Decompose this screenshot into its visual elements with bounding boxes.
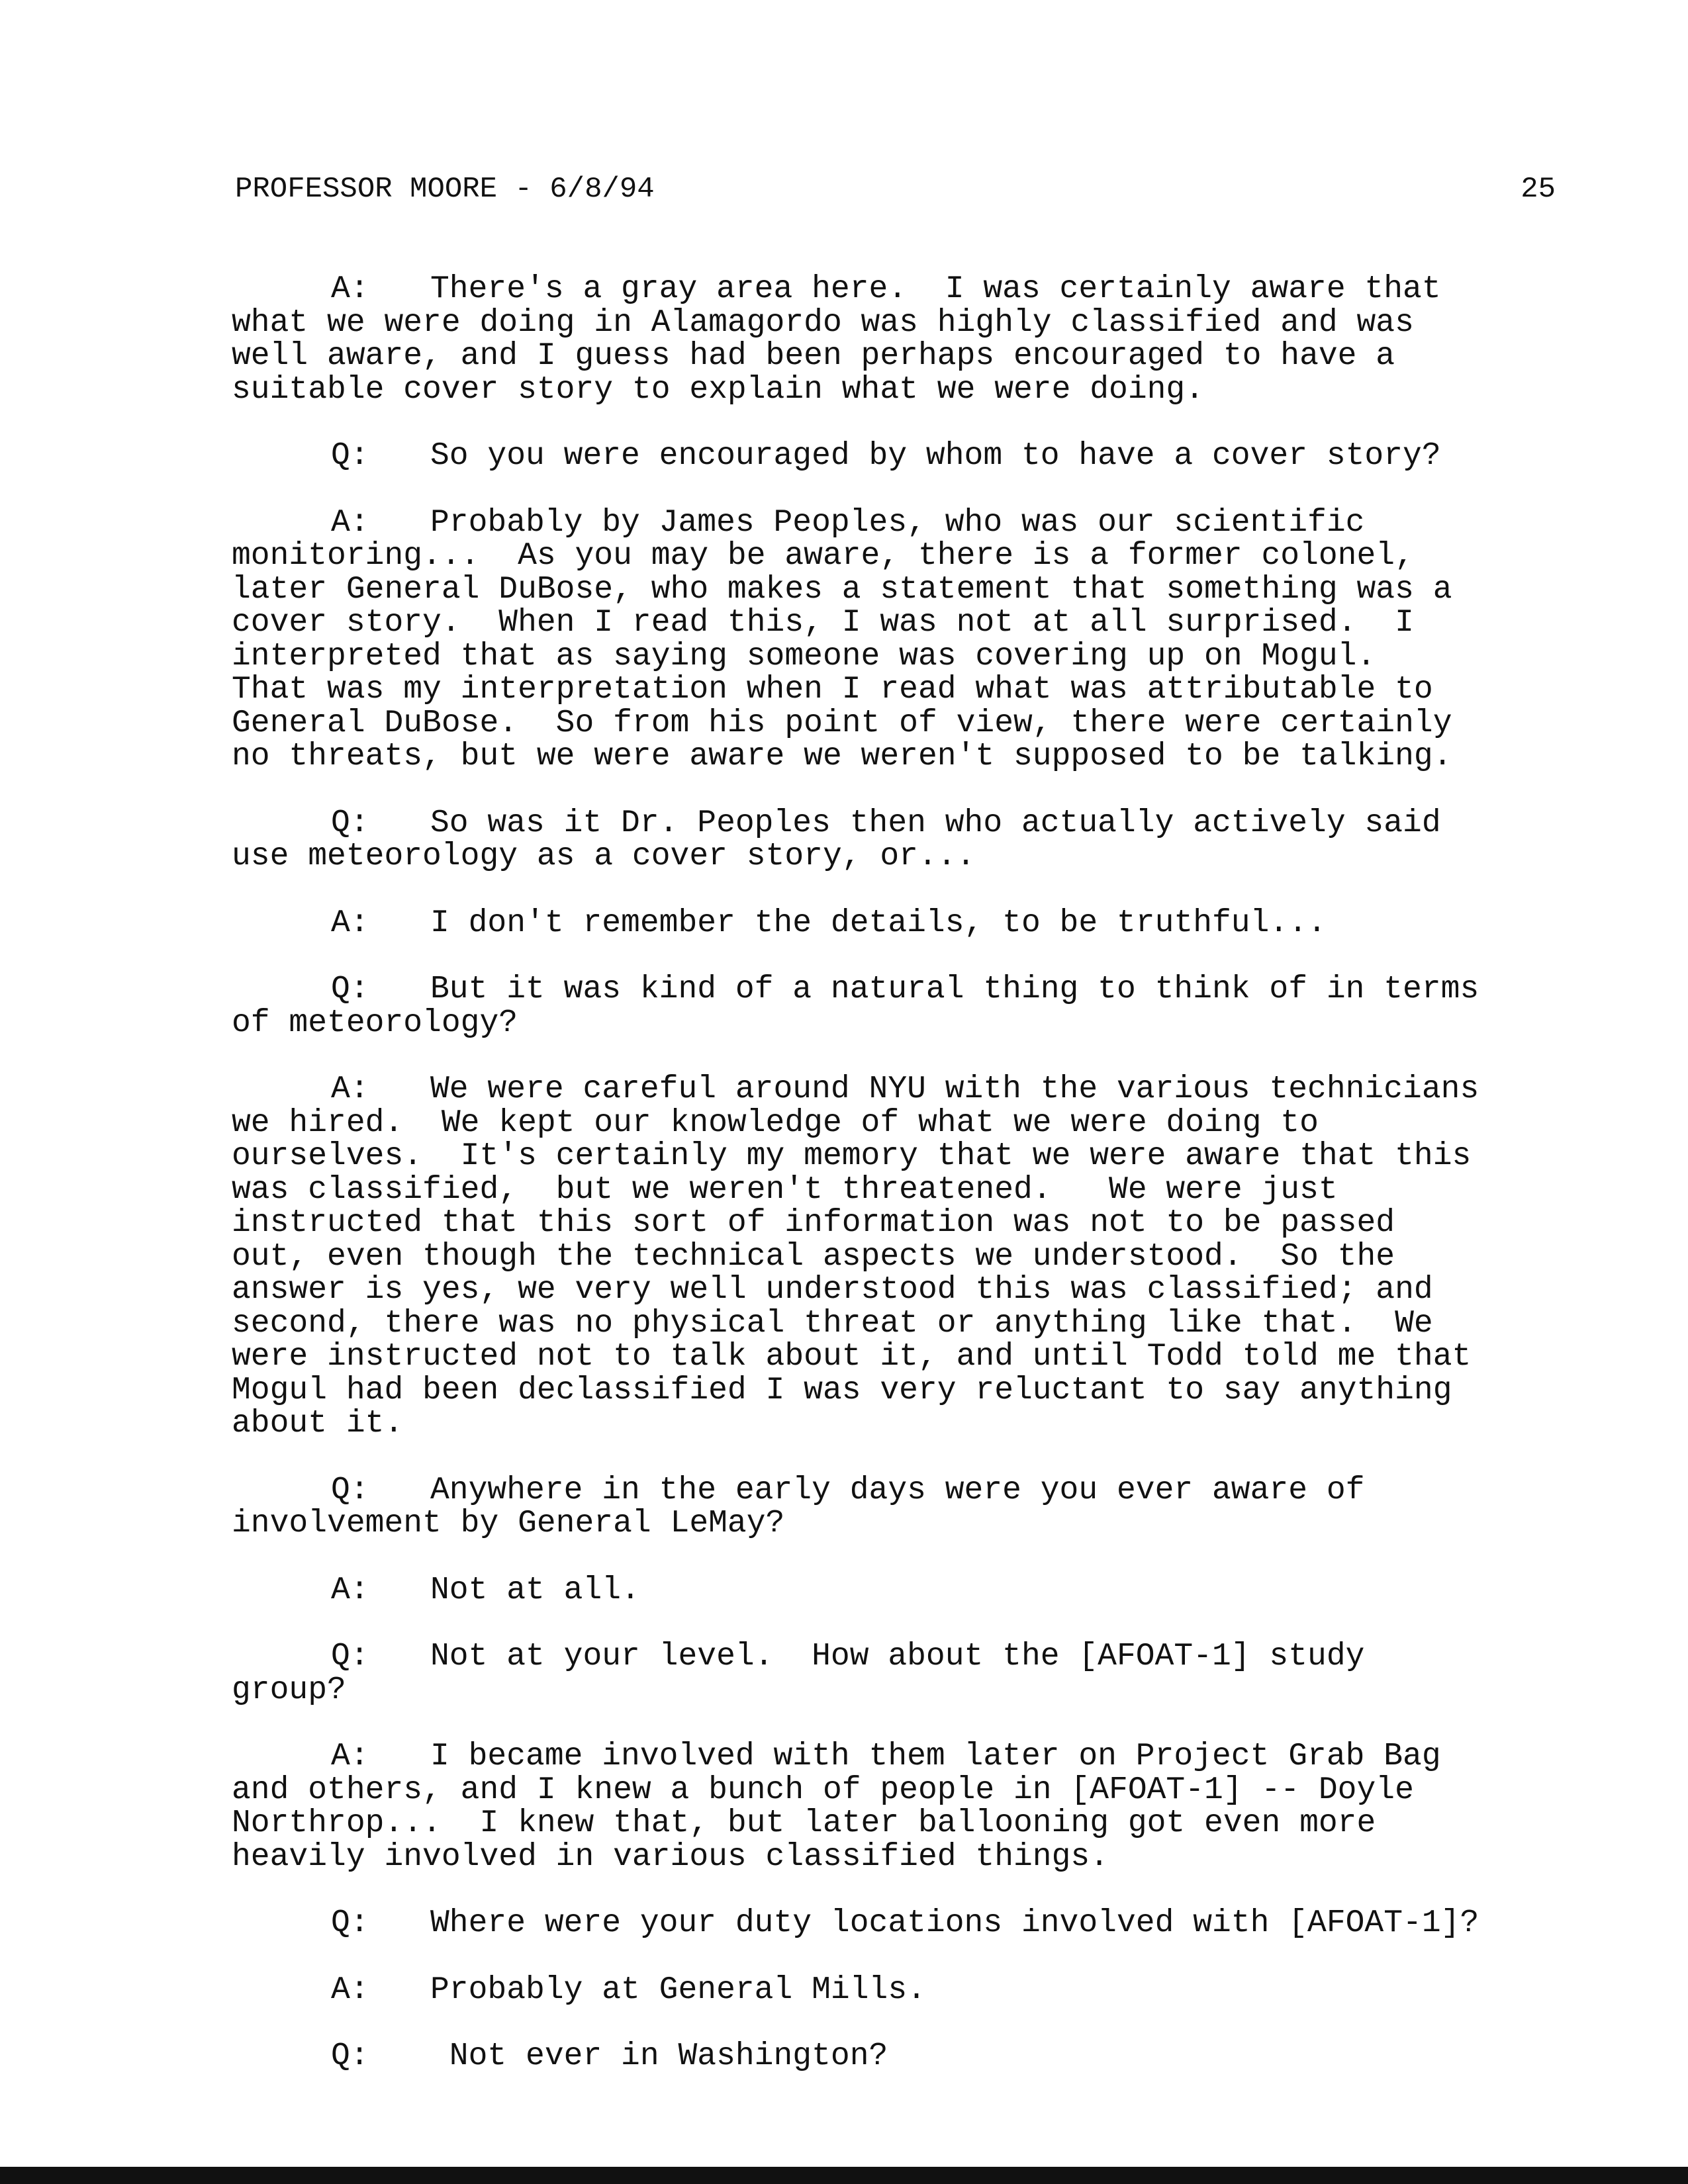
text-line: Mogul had been declassified I was very reluctant to say anything	[232, 1372, 1452, 1408]
line-text: I don't remember the details, to be truthful...	[430, 905, 1327, 941]
line-text: But it was kind of a natural thing to think of in terms	[430, 972, 1479, 1007]
speaker-label: A:	[331, 504, 369, 541]
transcript-paragraph	[232, 2040, 1562, 2073]
speaker-label: A:	[331, 905, 369, 941]
text-line: That was my interpretation when I read what was attributable to	[232, 672, 1433, 707]
speaker-label: Q:	[331, 972, 369, 1007]
transcript-paragraph	[232, 1907, 1562, 1940]
page-number: 25	[1521, 173, 1556, 206]
line-text: Not ever in Washington?	[430, 2038, 888, 2074]
line-text: Not at your level. How about the [AFOAT-1] study	[430, 1639, 1365, 1674]
line-text: I became involved with them later on Project Grab Bag	[430, 1739, 1441, 1774]
line-text: There's a gray area here. I was certainly aware that	[430, 271, 1441, 307]
speaker-label: Q:	[331, 1472, 369, 1508]
text-line: involvement by General LeMay?	[232, 1506, 785, 1541]
header-title: PROFESSOR MOORE - 6/8/94	[235, 173, 655, 206]
transcript-paragraph	[232, 1474, 1562, 1541]
line-text: Where were your duty locations involved with [AFOAT-1]?	[430, 1905, 1479, 1941]
transcript-paragraph	[232, 1974, 1562, 2007]
speaker-label: Q:	[331, 2038, 369, 2074]
text-line	[232, 1974, 1562, 2007]
text-line: instructed that this sort of information was not to be passed	[232, 1205, 1395, 1241]
transcript-paragraph	[232, 1640, 1562, 1707]
text-line: General DuBose. So from his point of view, there were certainly	[232, 705, 1452, 741]
text-line: cover story. When I read this, I was not at all surprised. I	[232, 605, 1414, 641]
transcript-paragraph	[232, 439, 1562, 473]
speaker-label: Q:	[331, 438, 369, 474]
speaker-label: A:	[331, 1071, 369, 1107]
text-line: no threats, but we were aware we weren't supposed to be talking.	[232, 739, 1452, 774]
text-line	[232, 1907, 1562, 1940]
text-line: and others, and I knew a bunch of people in [AFOAT-1] -- Doyle	[232, 1772, 1414, 1808]
transcript-paragraph	[232, 973, 1562, 1040]
text-line: interpreted that as saying someone was covering up on Mogul.	[232, 638, 1376, 674]
transcript-paragraph	[232, 273, 1562, 406]
transcript-paragraph	[232, 807, 1562, 874]
transcript-paragraph	[232, 1740, 1562, 1874]
line-text: Probably at General Mills.	[430, 1972, 926, 2008]
text-line	[232, 973, 1562, 1007]
text-line: was classified, but we weren't threatened. We were just	[232, 1171, 1338, 1208]
line-text: So was it Dr. Peoples then who actually actively said	[430, 805, 1441, 841]
text-line: second, there was no physical threat or anything like that. We	[232, 1305, 1433, 1342]
scan-edge-bar	[0, 2167, 1688, 2184]
text-line: use meteorology as a cover story, or...	[232, 839, 976, 874]
speaker-label: A:	[331, 1572, 369, 1608]
text-line	[232, 807, 1562, 841]
text-line	[232, 1073, 1562, 1107]
text-line: out, even though the technical aspects we understood. So the	[232, 1238, 1395, 1275]
transcript-paragraph	[232, 506, 1562, 774]
speaker-label: A:	[331, 1972, 369, 2008]
speaker-label: Q:	[331, 805, 369, 841]
text-line: suitable cover story to explain what we were doing.	[232, 371, 1205, 408]
transcript-body	[232, 273, 1562, 2107]
text-line: monitoring... As you may be aware, there is a former colonel,	[232, 538, 1414, 574]
speaker-label: A:	[331, 1739, 369, 1774]
text-line	[232, 506, 1562, 540]
text-line	[232, 1474, 1562, 1508]
text-line: were instructed not to talk about it, and until Todd told me that	[232, 1339, 1472, 1375]
line-text: We were careful around NYU with the various technicians	[430, 1071, 1479, 1107]
text-line: Northrop... I knew that, but later ballooning got even more	[232, 1805, 1376, 1841]
text-line: ourselves. It's certainly my memory that we were aware that this	[232, 1138, 1472, 1174]
text-line	[232, 1574, 1562, 1608]
text-line	[232, 1740, 1562, 1774]
speaker-label: A:	[331, 271, 369, 307]
text-line	[232, 1640, 1562, 1674]
speaker-label: Q:	[331, 1639, 369, 1674]
line-text: So you were encouraged by whom to have a cover story?	[430, 438, 1441, 474]
text-line: of meteorology?	[232, 1005, 518, 1041]
text-line: about it.	[232, 1406, 404, 1441]
text-line: answer is yes, we very well understood this was classified; and	[232, 1272, 1433, 1308]
text-line: later General DuBose, who makes a statement that something was a	[232, 571, 1452, 608]
text-line: what we were doing in Alamagordo was highly classified and was	[232, 304, 1414, 341]
line-text: Probably by James Peoples, who was our scientific	[430, 504, 1365, 541]
text-line	[232, 907, 1562, 940]
text-line: heavily involved in various classified things.	[232, 1839, 1109, 1875]
text-line: group?	[232, 1672, 346, 1708]
line-text: Not at all.	[430, 1572, 640, 1608]
transcript-paragraph	[232, 1073, 1562, 1441]
text-line	[232, 439, 1562, 473]
text-line: we hired. We kept our knowledge of what we were doing to	[232, 1105, 1319, 1141]
transcript-paragraph	[232, 907, 1562, 940]
transcript-paragraph	[232, 1574, 1562, 1608]
line-text: Anywhere in the early days were you ever aware of	[430, 1472, 1365, 1508]
text-line: well aware, and I guess had been perhaps encouraged to have a	[232, 338, 1395, 374]
speaker-label: Q:	[331, 1905, 369, 1941]
text-line	[232, 273, 1562, 306]
text-line	[232, 2040, 1562, 2073]
